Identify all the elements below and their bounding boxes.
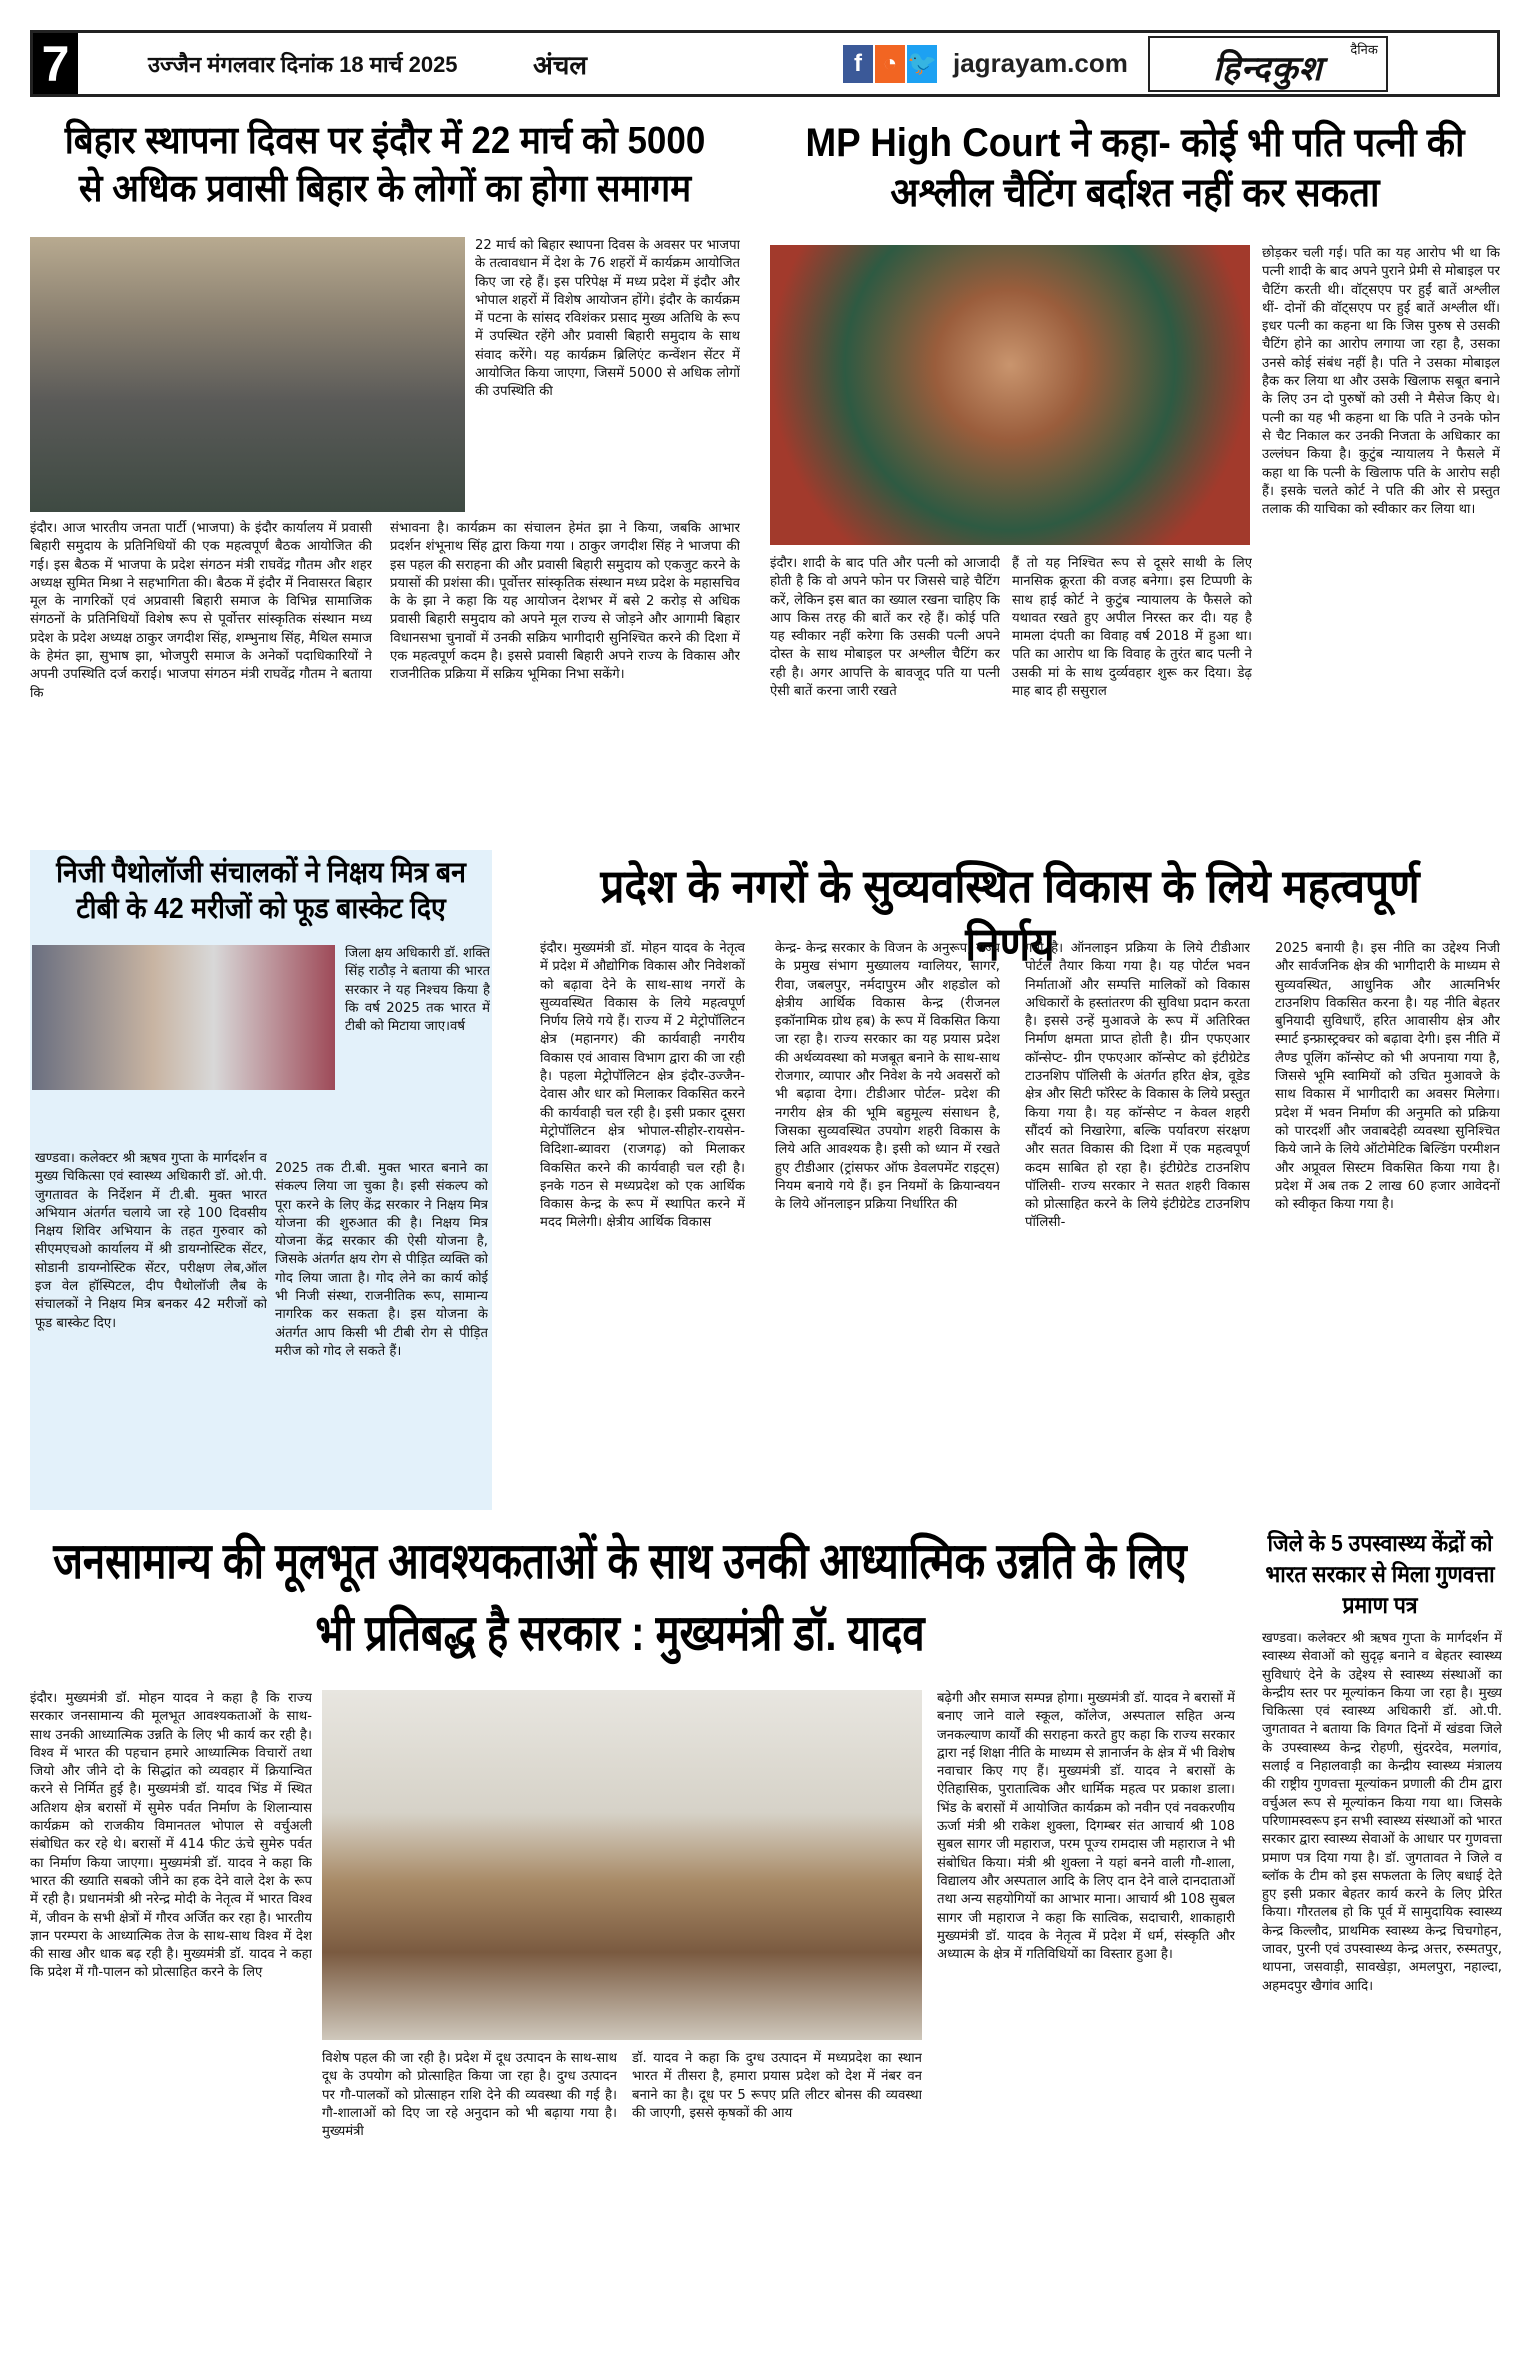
newspaper-logo — [1148, 36, 1388, 92]
section-name: अंचल — [533, 49, 588, 80]
tb-headline: निजी पैथोलॉजी संचालकों ने निक्षय मित्र बन टीबी के 42 मरीजों को फूड बास्केट दिए — [56, 857, 466, 926]
bihar-meeting-photo — [30, 237, 465, 512]
logo-top: दैनिक — [1350, 42, 1378, 58]
bihar-headline: बिहार स्थापना दिवस पर इंदौर में 22 मार्च को 5000 से अधिक प्रवासी बिहार के लोगों का होगा समागम — [64, 120, 706, 210]
woman-phone-photo — [770, 245, 1250, 545]
logo-main: हिन्दकुश — [1213, 48, 1323, 89]
cities-headline: प्रदेश के नगरों के सुव्यवस्थित विकास के लिये महत्वपूर्ण निर्णय — [600, 860, 1420, 970]
cm-col1: इंदौर। मुख्यमंत्री डॉ. मोहन यादव ने कहा है कि राज्य सरकार जनसामान्य की मूलभूत आवश्यकताओं के साथ-साथ उनकी आध्यात्मिक उन्नति के लिए भी कार्य कर रही है। विश्व में भारत की पहचान हमारे आध्यात्मिक विचारों तथा जियो और जीने दो के सिद्धांत को व्यवहार में क्रियान्वित करने से निर्मित हुई है। मुख्यमंत्री डॉ. यादव भिंड में स्थित अतिशय क्षेत्र बरासों में सुमेरु पर्वत निर्माण के शिलान्यास कार्यक्रम को राजकीय विमानतल भोपाल से वर्चुअली संबोधित कर रहे थे। बरासों में 414 फीट ऊंचे सुमेरु पर्वत का निर्माण किया जाएगा। मुख्यमंत्री डॉ. यादव ने कहा कि भारत की ख्याति सबको जीने का हक देने वाले देश के रूप में रही है। प्रधानमंत्री श्री नरेन्द्र मोदी के नेतृत्व में भारत विश्व में, जीवन के सभी क्षेत्रों में गौरव अर्जित कर रहा है। भारतीय ज्ञान परम्परा के आध्यात्मिक तेज के साथ-साथ विश्व में देश की साख और धाक बढ़ रही है। मुख्यमंत्री डॉ. यादव ने कहा कि प्रदेश में गौ-पालन को प्रोत्साहित करने के लिए — [30, 1691, 312, 1981]
cm-col3: डॉ. यादव ने कहा कि दुग्ध उत्पादन में मध्यप्रदेश का स्थान भारत में तीसरा है, हमारा प्रयास प्रदेश को देश में नंबर वन बनाने का है। दूध पर 5 रूपए प्रति लीटर बोनस की व्यवस्था की जाएगी, इससे कृषकों की आय — [632, 2051, 922, 2121]
cm-col2: विशेष पहल की जा रही है। प्रदेश में दूध उत्पादन के साथ-साथ दूध के उपयोग को प्रोत्साहित किया जा रहा है। दुग्ध उत्पादन पर गौ-पालकों को प्रोत्साहन राशि देने की व्यवस्था की गई है। गौ-शालाओं को दिए जा रहे अनुदान को भी बढ़ाया गया है। मुख्यमंत्री — [322, 2051, 617, 2140]
tb-col3: 2025 तक टी.बी. मुक्त भारत बनाने का संकल्प लिया जा चुका है। इसी संकल्प को पूरा करने के लिए केंद्र सरकार ने निक्षय मित्र योजना की शुरुआत की है। निक्षय मित्र योजना केंद्र सरकार की ऐसी योजना है, जिसके अंतर्गत क्षय रोग से पीड़ित व्यक्ति को गोद लिया जाता है। गोद लेने का कार्य कोई भी निजी संस्था, राजनीतिक रूप, सामान्य नागरिक कर सकता है। इस योजना के अंतर्गत आप किसी भी टीबी रोग से पीड़ित मरीज को गोद ले सकते हैं। — [275, 1161, 488, 1359]
health-body: खण्डवा। कलेक्टर श्री ऋषव गुप्ता के मार्गदर्शन में स्वास्थ्य सेवाओं को सुदृढ़ बनाने व बेहतर स्वास्थ्य सुविधाएं देने के उद्देश्य से स्वास्थ्य संस्थाओं का केन्द्रीय स्तर पर मूल्यांकन किया जा रहा है। मुख्य चिकित्सा एवं स्वास्थ्य अधिकारी डॉ. ओ.पी. जुगतावत ने बताया कि विगत दिनों में खंडवा जिले के उपस्वास्थ्य केन्द्र रोहणी, सुंदरदेव, मलगांव, सलाई व निहालवाड़ी का केन्द्रीय स्वास्थ्य मंत्रालय की राष्ट्रीय गुणवत्ता मूल्यांकन प्रणाली की टीम द्वारा वर्चुअल रूप से मूल्यांकन किया गया था। जिसके परिणामस्वरूप इन सभी स्वास्थ्य संस्थाओं को भारत सरकार द्वारा स्वास्थ्य सेवाओं के आधार पर गुणवत्ता प्रमाण पत्र दिया गया है। डॉ. जुगतावत ने जिले व ब्लॉक के टीम को इस सफलता के लिए बधाई देते हुए इसी प्रकार बेहतर कार्य करने के लिए प्रेरित किया। गौरतलब हो कि पूर्व में सामुदायिक स्वास्थ्य केन्द्र किल्लौद, प्राथमिक स्वास्थ्य केन्द्र चिचगोहन, जावर, पुरनी एवं उपस्वास्थ्य केन्द्र अत्तर, रुस्मतपुर, थापना, जसवाड़ी, सावखेड़ा, अमलपुरा, नहाल्दा, अहमदपुर खैगांव आदि। — [1262, 1631, 1502, 1994]
rss-icon[interactable]: ◔ — [875, 45, 905, 83]
cm-col4: बढ़ेगी और समाज सम्पन्न होगा। मुख्यमंत्री डॉ. यादव ने बरासों में बनाए जाने वाले स्कूल, कॉलेज, अस्पताल सहित अन्य जनकल्याण कार्यों की सराहना करते हुए कहा कि राज्य सरकार द्वारा नई शिक्षा नीति के माध्यम से ज्ञानार्जन के क्षेत्र में भी विशेष नवाचार किए गए हैं। मुख्यमंत्री डॉ. यादव ने बरासों के ऐतिहासिक, पुरातात्विक और धार्मिक महत्व पर प्रकाश डाला। भिंड के बरासों में आयोजित कार्यक्रम को नवीन एवं नवकरणीय ऊर्जा मंत्री श्री राकेश शुक्ला, दिगम्बर संत आचार्य श्री 108 सुबल सागर जी महाराज, परम पूज्य रामदास जी महाराज ने भी संबोधित किया। मंत्री श्री शुक्ला ने यहां बनने वाली गौ-शाला, विद्यालय और अस्पताल आदि के लिए दान देने वाले दानदाताओं तथा अन्य सहयोगियों का आभार माना। आचार्य श्री 108 सुबल सागर जी महाराज ने कहा कि सात्विक, सदाचारी, शाकाहारी मुख्यमंत्री डॉ. यादव के नेतृत्व में प्रदेश में धर्म, संस्कृति और अध्यात्म के क्षेत्र में गतिविधियों का विस्तार हुआ है। — [937, 1691, 1235, 1963]
dateline: उज्जैन मंगलवार दिनांक 18 मार्च 2025 — [148, 51, 458, 77]
masthead — [30, 30, 1500, 97]
health-headline: जिले के 5 उपस्वास्थ्य केंद्रों को भारत सरकार से मिला गुणवत्ता प्रमाण पत्र — [1265, 1530, 1495, 1618]
cities-col3: गयी है। ऑनलाइन प्रक्रिया के लिये टीडीआर पोर्टल तैयार किया गया है। यह पोर्टल भवन निर्माताओं और सम्पत्ति मालिकों को विकास अधिकारों के हस्तांतरण की सुविधा प्रदान करता है। इससे उन्हें मुआवजे के रूप में अतिरिक्त निर्माण क्षमता प्राप्त होती है। ग्रीन एफएआर कॉन्सेप्ट- ग्रीन एफएआर कॉन्सेप्ट को इंटीग्रेटेड टाउनशिप पॉलिसी के अंतर्गत हरित क्षेत्र, वूडेड क्षेत्र और सिटी फॉरेस्ट के विकास के लिये प्रस्तुत किया गया है। यह कॉन्सेप्ट न केवल शहरी सौंदर्य को निखारेगा, बल्कि पर्यावरण संरक्षण और सतत विकास की दिशा में एक महत्वपूर्ण कदम साबित हो रहा है। इंटीग्रेटेड टाउनशिप पॉलिसी- राज्य सरकार ने सतत शहरी विकास को प्रोत्साहित करने के लिये इंटीग्रेटेड टाउनशिप पॉलिसी- — [1025, 941, 1250, 1231]
highcourt-col3: छोड़कर चली गई। पति का यह आरोप भी था कि पत्नी शादी के बाद अपने पुराने प्रेमी से मोबाइल पर चैटिंग करती थी। वॉट्सएप पर हुईं बातें अश्लील थीं- दोनों की वॉट्सएप पर हुई बातें अश्लील थीं। इधर पत्नी का कहना था कि जिस पुरुष से उसकी चैटिंग होने का आरोप लगाया जा रहा है, उसका उनसे कोई संबंध नहीं है। पति ने उसका मोबाइल हैक कर लिया था और उसके खिलाफ सबूत बनाने के लिए उन दो पुरुषों को उसी ने मैसेज किए थे। पत्नी का यह भी कहना था कि पति ने उनके फोन से चैट निकाल कर उनकी निजता के अधिकार का उल्लंघन किया है। कुटुंब न्यायालय ने फैसले में कहा था कि पत्नी के खिलाफ पति के आरोप सही हैं। इसके चलते कोर्ट ने पति की ओर से प्रस्तुत तलाक की याचिका को स्वीकार कर लिया था। — [1262, 246, 1500, 518]
bihar-col3: संभावना है। कार्यक्रम का संचालन हेमंत झा ने किया, जबकि आभार प्रदर्शन शंभूनाथ सिंह द्वारा किया गया । ठाकुर जगदीश सिंह ने भाजपा की इस पहल की सराहना की और प्रवासी बिहारी समुदाय को एकजुट करने के प्रयासों की प्रशंसा की। पूर्वोत्तर सांस्कृतिक संस्थान मध्य प्रदेश के महासचिव के के झा ने कहा कि यह आयोजन देशभर में बसे 2 करोड़ से अधिक प्रवासी बिहारी समुदाय को अपने मूल राज्य से जोड़ने और आगामी बिहार विधानसभा चुनावों में उनकी सक्रिय भागीदारी सुनिश्चित करने की दिशा में एक महत्वपूर्ण कदम है। इससे प्रवासी बिहारी अपने राज्य के विकास और राजनीतिक प्रक्रिया में सक्रिय भूमिका निभा सकेंगे। — [390, 521, 740, 683]
cities-col1: इंदौर। मुख्यमंत्री डॉ. मोहन यादव के नेतृत्व में प्रदेश में औद्योगिक विकास और निवेशकों को बढ़ावा देने के साथ-साथ नगरों के सुव्यवस्थित विकास के लिये महत्वपूर्ण निर्णय लिये गये हैं। राज्य में 2 मेट्रोपॉलिटन क्षेत्र (महानगर) की कार्यवाही नगरीय विकास एवं आवास विभाग द्वारा की जा रही है। पहला मेट्रोपॉलिटन क्षेत्र इंदौर-उज्जैन-देवास और धार को मिलाकर विकसित करने की कार्यवाही चल रही है। इसी प्रकार दूसरा मेट्रोपॉलिटन क्षेत्र भोपाल-सीहोर-रायसेन-विदिशा-ब्यावरा (राजगढ़) को मिलाकर विकसित करने की कार्यवाही चल रही है। इनके गठन से मध्यप्रदेश को एक आर्थिक विकास केन्द्र के रूप में स्थापित करने में मदद मिलेगी। क्षेत्रीय आर्थिक विकास — [540, 941, 745, 1231]
bihar-col1: 22 मार्च को बिहार स्थापना दिवस के अवसर पर भाजपा के तत्वावधान में देश के 76 शहरों में कार्यक्रम आयोजित किए जा रहे हैं। इस परिपेक्ष में मध्य प्रदेश में इंदौर और भोपाल शहरों में विशेष आयोजन होंगे। इंदौर के कार्यक्रम में पटना के सांसद रविशंकर प्रसाद मुख्य अतिथि के रूप में उपस्थित रहेंगे और प्रवासी बिहारी समुदाय के साथ संवाद करेंगे। यह कार्यक्रम ब्रिलिएंट कन्वेंशन सेंटर में आयोजित किया जाएगा, जिसमें 5000 से अधिक लोगों की उपस्थिति की — [475, 238, 740, 400]
cities-col2: केन्द्र- केन्द्र सरकार के विजन के अनुरूप, राज्य के प्रमुख संभाग मुख्यालय ग्वालियर, सागर, रीवा, जबलपुर, नर्मदापुरम और शहडोल को क्षेत्रीय आर्थिक विकास केन्द्र (रीजनल इकॉनामिक ग्रोथ हब) के रूप में विकसित किया जा रहा है। राज्य सरकार का यह प्रयास प्रदेश की अर्थव्यवस्था को मजबूत बनाने के साथ-साथ रोजगार, व्यापार और निवेश के नये अवसरों को भी बढ़ावा देगा। टीडीआर पोर्टल- प्रदेश की नगरीय क्षेत्र की भूमि बहुमूल्य संसाधन है, जिसका सुव्यवस्थित उपयोग शहरी विकास के लिये अति आवश्यक है। इसी को ध्यान में रखते हुए टीडीआर (ट्रांसफर ऑफ डेवलपमेंट राइट्स) नियम बनाये गये हैं। इन नियमों के क्रियान्वयन के लिये ऑनलाइन प्रक्रिया निर्धारित की — [775, 941, 1000, 1213]
cities-col4: 2025 बनायी है। इस नीति का उद्देश्य निजी और सार्वजनिक क्षेत्र की भागीदारी के माध्यम से सुव्यवस्थित, आधुनिक और आत्मनिर्भर टाउनशिप विकसित करना है। यह नीति बेहतर बुनियादी सुविधाएँ, हरित आवासीय क्षेत्र और स्मार्ट इन्फ्रास्ट्रक्चर को बढ़ावा देगी। इस नीति में लैण्ड पूलिंग कॉन्सेप्ट को भी अपनाया गया है, जिससे भूमि स्वामियों को उचित मुआवजे के साथ विकास में भागीदारी का अवसर मिलेगा। प्रदेश में भवन निर्माण की अनुमति को प्रक्रिया को पारदर्शी और जवाबदेही व्यवस्था सुनिश्चित किये जाने के लिये ऑटोमेटिक बिल्डिंग परमीशन और अप्रूवल सिस्टम विकसित किया गया है। प्रदेश में अब तक 2 लाख 60 हजार आवेदनों को स्वीकृत किया गया है। — [1275, 941, 1500, 1213]
cm-headline: जनसामान्य की मूलभूत आवश्यकताओं के साथ उनकी आध्यात्मिक उन्नति के लिए भी प्रतिबद्ध है सरकार : मुख्यमंत्री डॉ. यादव — [53, 1533, 1187, 1661]
tb-col1: जिला क्षय अधिकारी डॉ. शक्ति सिंह राठौड़ ने बताया की भारत सरकार ने यह निश्चय किया है कि वर्ष 2025 तक भारत में टीबी को मिटाया जाए।वर्ष — [345, 946, 490, 1035]
tb-col2: खण्डवा। कलेक्टर श्री ऋषव गुप्ता के मार्गदर्शन व मुख्य चिकित्सा एवं स्वास्थ्य अधिकारी डॉ. ओ.पी. जुगतावत के निर्देशन में टी.बी. मुक्त भारत अभियान अंतर्गत चलाये जा रहे 100 दिवसीय निक्षय शिविर अभियान के तहत गुरुवार को सीएमएचओ कार्यालय में श्री डायग्नोस्टिक सेंटर, सोडानी डायग्नोस्टिक सेंटर, परीक्षण लेब,ऑल इज वेल हॉस्पिटल, दीप पैथोलॉजी लैब के संचालकों ने निक्षय मित्र बनकर 42 मरीजों को फूड बास्केट दिए। — [35, 1151, 267, 1331]
tb-food-basket-photo — [32, 945, 335, 1090]
cm-virtual-meeting-photo — [322, 1690, 922, 2040]
highcourt-col2: हैं तो यह निश्चित रूप से दूसरे साथी के लिए मानसिक क्रूरता की वजह बनेगा। इस टिप्पणी के साथ हाई कोर्ट ने कुटुंब न्यायालय के फैसले को यथावत रखते हुए अपील निरस्त कर दी। यह है मामला दंपती का विवाह वर्ष 2018 में हुआ था। पति का आरोप था कि विवाह के तुरंत बाद पत्नी ने उसकी मां के साथ दुर्व्यवहार शुरू कर दिया। डेढ़ माह बाद ही ससुराल — [1012, 556, 1252, 700]
bihar-col2: इंदौर। आज भारतीय जनता पार्टी (भाजपा) के इंदौर कार्यालय में प्रवासी बिहारी समुदाय के प्रतिनिधियों की एक महत्वपूर्ण बैठक आयोजित की गई। इस बैठक में भाजपा के प्रदेश संगठन मंत्री राघवेंद्र गौतम और शहर अध्यक्ष सुमित मिश्रा ने सहभागिता की। बैठक में इंदौर में निवासरत बिहार मूल के नागरिकों एवं अप्रवासी बिहारी समाज के विभिन्न सामाजिक संगठनों के प्रतिनिधियों विशेष रूप से पूर्वोत्तर सांस्कृतिक संस्थान मध्य प्रदेश के प्रदेश अध्यक्ष ठाकुर जगदीश सिंह, शम्भुनाथ सिंह, मैथिल समाज के हेमंत झा, सुभाष झा, भोजपुरी समाज के अनेकों पदाधिकारियों ने अपनी उपस्थिति दर्ज कराई। भाजपा संगठन मंत्री राघवेंद्र गौतम ने बताया कि — [30, 521, 372, 701]
website-link[interactable]: jagrayam.com — [953, 48, 1128, 78]
facebook-icon[interactable]: f — [843, 45, 873, 83]
twitter-icon[interactable]: 🐦 — [907, 45, 937, 83]
page-number: 7 — [33, 33, 78, 94]
highcourt-headline: MP High Court ने कहा- कोई भी पति पत्नी की अश्लील चैटिंग बर्दाश्त नहीं कर सकता — [805, 121, 1465, 215]
highcourt-col1: इंदौर। शादी के बाद पति और पत्नी को आजादी होती है कि वो अपने फोन पर जिससे चाहे चैटिंग करें, लेकिन इस बात का ख्याल रखना चाहिए कि आप किस तरह की बातें कर रहे हैं। कोई पति यह स्वीकार नहीं करेगा कि उसकी पत्नी अपने दोस्त के साथ मोबाइल पर अश्लील चैटिंग कर रही है। अगर आपत्ति के बावजूद पति या पत्नी ऐसी बातें करना जारी रखते — [770, 556, 1000, 700]
